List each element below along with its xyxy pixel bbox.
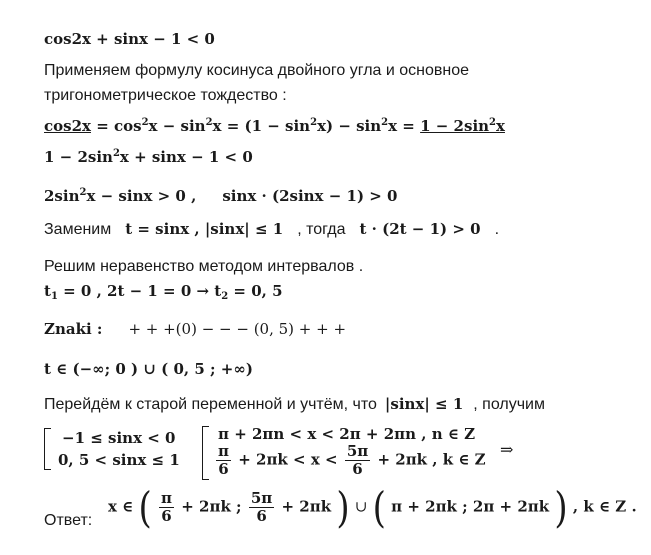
system1-row1: −1 ≤ sinx < 0	[62, 429, 176, 447]
answer-expression: x ∈ ( $\frac{\pi}{6}$ + 2πk ; $\frac{5\pi}{6}$ + 2πk ) ∪ ( π + 2πk ; 2π + 2πk ) , k ∈ Z .	[108, 482, 637, 533]
identity-lhs: cos2x	[44, 117, 91, 135]
answer-label: Ответ:	[44, 512, 93, 529]
substituted-inequality: $1 - 2\sin^2x + \sin x - 1 < 0$	[44, 148, 253, 166]
explanation-line-1: Применяем формулу косинуса двойного угла и основное	[44, 62, 470, 79]
signs-line: Znaki : + + +(0) − − − (0, 5) + + +	[44, 320, 347, 338]
implies-arrow: ⇒	[500, 440, 514, 459]
system2-row2: $\frac{\pi}{6}$ + 2πk < x < $\frac{5\pi}{6}$ + 2πk , k ∈ Z	[218, 442, 486, 478]
interval-method-text: Решим неравенство методом интервалов .	[44, 258, 364, 275]
roots-line: $t_1 = 0$ , $2t - 1 = 0 \to t_2 = 0$, 5	[44, 282, 283, 302]
answer-fraction-5pi-6: $\frac{5\pi}{6}$	[250, 489, 273, 525]
t-solution-set: t ∈ (−∞; 0 ) ∪ ( 0, 5 ; +∞)	[44, 360, 253, 378]
system1-row2: 0, 5 < sinx ≤ 1	[58, 451, 180, 469]
identity-result: $1 - 2\sin^2x$	[420, 117, 505, 135]
system-bracket-2	[202, 426, 209, 480]
system-bracket-1	[44, 428, 51, 470]
system2-row1: π + 2πn < x < 2π + 2πn , n ∈ Z	[218, 425, 476, 443]
fraction-5pi-6: $\frac{5\pi}{6}$	[346, 442, 369, 478]
answer-fraction-pi-6: $\frac{\pi}{6}$	[161, 489, 172, 525]
factored-inequality: $2\sin^2x - \sin x > 0$ , sinx · (2sinx − 1) > 0	[44, 187, 398, 205]
double-angle-identity: $\cos 2x = \cos^2x - \sin^2x = (1 - \sin^2x) - \sin^2x = 1 - 2\sin^2x$	[44, 117, 505, 135]
explanation-line-2: тригонометрическое тождество :	[44, 87, 287, 104]
substitution-line: Заменим t = sinx , |sinx| ≤ 1 , тогда t · (2t − 1) > 0 .	[44, 220, 500, 238]
back-substitution-text: Перейдём к старой переменной и учтём, что |sinx| ≤ 1 , получим	[44, 395, 545, 413]
given-inequality: cos2x + sinx − 1 < 0	[44, 30, 215, 48]
fraction-pi-6: $\frac{\pi}{6}$	[218, 442, 229, 478]
